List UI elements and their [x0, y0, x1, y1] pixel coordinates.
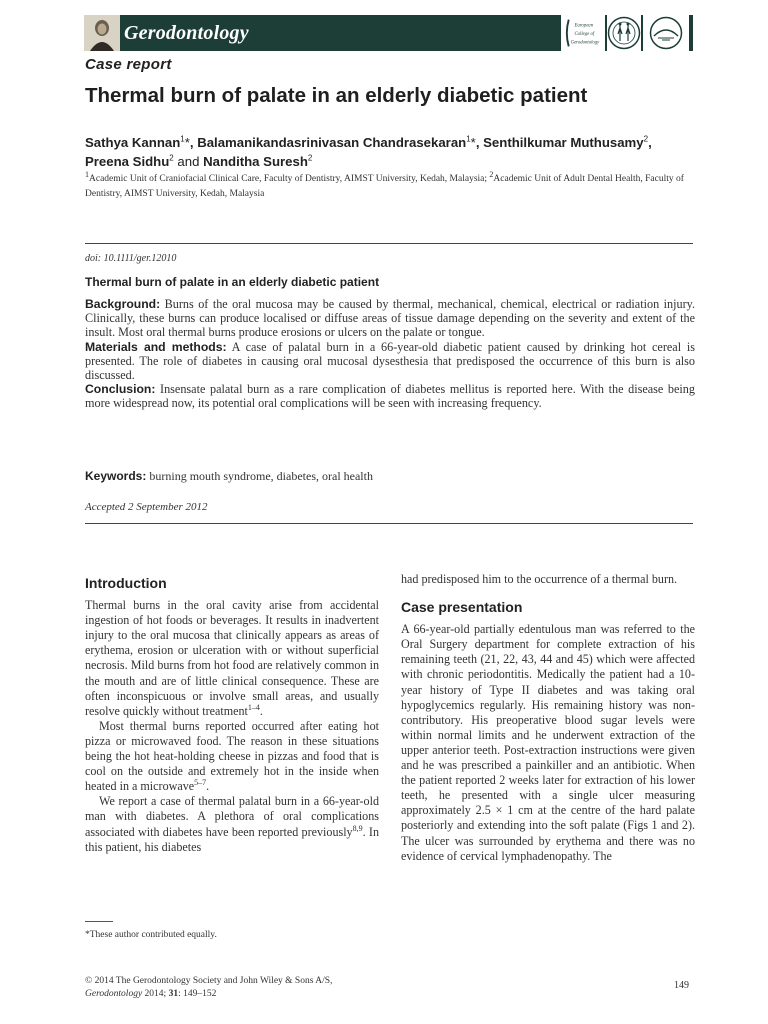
author-list — [85, 133, 697, 171]
svg-text:College of: College of — [574, 31, 595, 37]
citation-sup: 5–7 — [194, 778, 207, 788]
author-name: Balamanikandasrinivasan Chandrasekaran — [197, 135, 467, 150]
svg-text:Gerodontology: Gerodontology — [570, 40, 600, 46]
abstract-title: Thermal burn of palate in an elderly diabetic patient — [85, 275, 380, 289]
right-column — [401, 572, 695, 864]
article-type-label: Case report — [85, 56, 172, 73]
european-college-logo — [561, 15, 605, 51]
paragraph-text: . — [259, 703, 263, 718]
abstract-conclusion — [85, 382, 695, 410]
author-name: Sathya Kannan — [85, 135, 181, 150]
affiliation-sup: 1 — [85, 169, 89, 179]
author-name: Preena Sidhu — [85, 154, 170, 169]
author-affiliations — [85, 169, 697, 202]
abstract-label: Materials and methods: — [85, 339, 227, 354]
copyright-year: 2014; — [142, 989, 169, 999]
abstract-text: A case of palatal burn in a 66-year-old diabetic patient caused by drinking hot cereal is presented. The role of diabetes in causing oral mucosal dysesthesia that predisposed the occurrence of this burn is also discussed. — [85, 339, 696, 383]
paragraph-text: . — [206, 779, 210, 794]
footnote: *These author contributed equally. — [85, 930, 217, 940]
author-name: Nanditha Suresh — [203, 154, 308, 169]
paragraph-text: Thermal burns in the oral cavity arise from accidental ingestion of hot foods or beverages. It results in inadvertent injury to the oral mucosa that clinically appears as areas of erythema, erosion or ulceration with or without superficial necrosis. Mild burns from hot food are relatively common in the mouth and are of little clinical consequence. These are often inconspicuous or involve small areas, and usually resolve quickly without treatment — [85, 598, 379, 718]
author-name: Senthilkumar Muthusamy — [483, 135, 644, 150]
copyright-pages: : 149–152 — [178, 989, 217, 999]
paragraph-text: . In this patient, his diabetes — [85, 824, 380, 854]
citation-sup: 1–4 — [247, 702, 260, 712]
journal-header-bar — [84, 15, 693, 51]
paragraph-text: We report a case of thermal palatal burn in a 66-year-old man with diabetes. A plethora of oral complications associated with diabetes have been reported previously — [85, 794, 379, 839]
affiliation-text: Academic Unit of Adult Dental Health, Faculty of Dentistry, AIMST University, Kedah, Malaysia — [85, 174, 684, 199]
body-paragraph — [85, 598, 379, 719]
copyright-journal: Gerodontology — [85, 989, 143, 999]
author-affiliation-sup: 1 — [466, 134, 471, 144]
svg-text:European: European — [574, 23, 594, 29]
section-heading-case-presentation: Case presentation — [401, 599, 523, 616]
doi-text: doi: 10.1111/ger.12010 — [85, 253, 177, 264]
founder-portrait-image — [84, 15, 120, 51]
abstract-background — [85, 297, 695, 340]
keywords — [85, 469, 373, 484]
author-separator: , — [189, 135, 198, 150]
footnote-divider — [85, 921, 113, 922]
gerodontology-society-logo — [643, 15, 689, 51]
author-equal-mark: * — [184, 135, 190, 150]
page-number: 149 — [674, 980, 689, 991]
author-affiliation-sup: 1 — [180, 134, 185, 144]
article-title: Thermal burn of palate in an elderly diabetic patient — [85, 84, 588, 107]
accepted-date: Accepted 2 September 2012 — [85, 501, 208, 513]
author-separator: , — [648, 135, 652, 150]
divider-top — [85, 243, 693, 244]
copyright-notice — [85, 975, 332, 1001]
left-column — [85, 576, 379, 855]
abstract-label: Conclusion: — [85, 382, 156, 397]
body-paragraph-continued: had predisposed him to the occurrence of a thermal burn. — [401, 572, 678, 586]
author-affiliation-sup: 2 — [643, 134, 649, 144]
author-separator: , — [475, 135, 484, 150]
copyright-volume: 31 — [168, 989, 179, 999]
body-paragraph: A 66-year-old partially edentulous man was referred to the Oral Surgery department for complete extraction of his remaining teeth (21, 22, 43, 44 and 45) which were affected with chronic periodontitis. Medically the patient had a 10-year history of Type II diabetes and was taking oral hypoglycemics regularly. His remaining history was non-contributory. His preoperative blood sugar levels were within normal limits and he underwent extraction of the upper anterior teeth. Post-extraction instructions were given and he was prescribed a painkiller and an antibiotic. When the patient reported 2 weeks later for extraction of his lower teeth, he presented with a single ulcer measuring approximately 2.5 × 1 cm at the centre of the hard palate posteriorly and extending into the soft palate (Figs 1 and 2). The ulcer was surrounded by erythema and there was no evidence of cervical lymphadenopathy. The — [401, 622, 695, 863]
body-paragraph — [85, 794, 379, 854]
abstract-text: Insensate palatal burn as a rare complication of diabetes mellitus is reported here. With the disease being more widespread now, its potential oral complications will be seen with increasing frequency. — [85, 382, 695, 411]
keywords-text: burning mouth syndrome, diabetes, oral health — [146, 469, 373, 483]
affiliation-text: Academic Unit of Craniofacial Clinical Care, Faculty of Dentistry, AIMST University, Kedah, Malaysia; — [89, 174, 490, 184]
author-affiliation-sup: 2 — [307, 153, 313, 163]
journal-title: Gerodontology — [124, 21, 249, 44]
abstract-label: Background: — [85, 297, 161, 311]
citation-sup: 8,9 — [352, 823, 363, 833]
affiliation-sup: 2 — [489, 169, 494, 179]
keywords-label: Keywords: — [85, 469, 147, 483]
society-seal-logo — [607, 15, 641, 51]
author-equal-mark: * — [470, 135, 476, 150]
author-and: and — [177, 154, 200, 169]
divider-bottom — [85, 523, 693, 524]
abstract — [85, 297, 695, 411]
abstract-text: Burns of the oral mucosa may be caused by thermal, mechanical, chemical, electrical or radiation injury. Clinically, these burns can produce localised or diffuse areas of tissue damage depending on the severity and extent of the insult. Most oral thermal burns produce erosions or ulcers on the palate or tongue. — [85, 297, 695, 340]
abstract-methods — [85, 340, 695, 383]
section-heading-introduction: Introduction — [85, 575, 167, 591]
body-paragraph — [85, 719, 379, 794]
paragraph-text: Most thermal burns reported occurred after eating hot pizza or microwaved food. The reason in these situations being the hot heat-holding cheese in pizzas and food that is cool on the outside and extremely hot in the inside when heated in a microwave — [85, 718, 379, 794]
copyright-line: © 2014 The Gerodontology Society and John Wiley & Sons A/S, — [85, 976, 333, 986]
author-affiliation-sup: 2 — [169, 153, 174, 163]
